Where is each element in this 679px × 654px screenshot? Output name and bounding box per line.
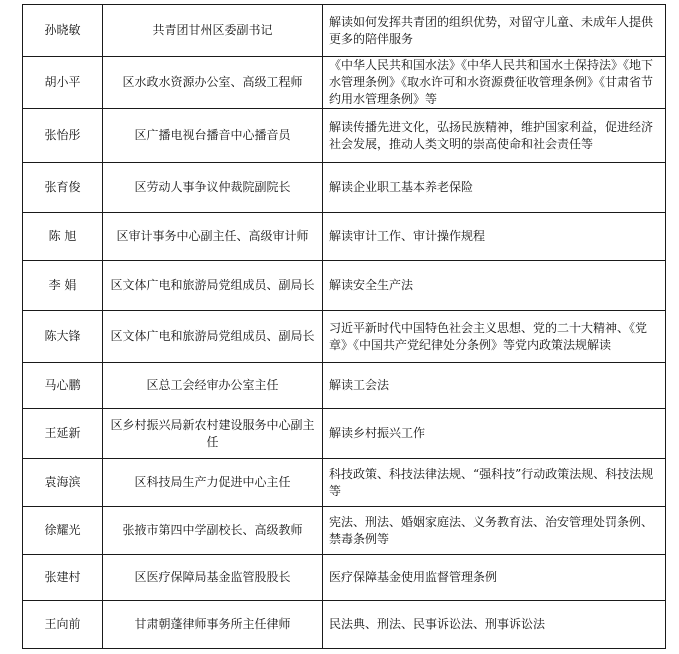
speaker-name-cell: 王向前: [23, 601, 103, 649]
lecture-topic-cell: 解读乡村振兴工作: [323, 409, 666, 459]
lecture-topic-cell: 解读工会法: [323, 363, 666, 409]
table-row: [23, 507, 666, 555]
lecture-topic-cell: 民法典、刑法、民事诉讼法、刑事诉讼法: [323, 601, 666, 649]
speaker-name-cell: 李 娟: [23, 261, 103, 311]
speaker-name-cell: 张建村: [23, 555, 103, 601]
lecture-topic-cell: 《中华人民共和国水法》《中华人民共和国水土保持法》《地下水管理条例》《取水许可和水资源费征收管理条例》《甘肃省节约用水管理条例》等: [323, 57, 666, 109]
lecture-topic-cell: 解读安全生产法: [323, 261, 666, 311]
table-row: [23, 5, 666, 57]
speaker-title-cell: 区医疗保障局基金监管股股长: [103, 555, 323, 601]
lecture-topic-cell: 习近平新时代中国特色社会主义思想、党的二十大精神、《党章》《中国共产党纪律处分条例》等党内政策法规解读: [323, 311, 666, 363]
table-row: [23, 363, 666, 409]
table-row: [23, 601, 666, 649]
table-row: [23, 213, 666, 261]
speaker-title-cell: 张掖市第四中学副校长、高级教师: [103, 507, 323, 555]
table-row: [23, 555, 666, 601]
lecture-topic-cell: 解读如何发挥共青团的组织优势，对留守儿童、未成年人提供更多的陪伴服务: [323, 5, 666, 57]
roster-body: [23, 5, 666, 649]
speaker-name-cell: 张育俊: [23, 163, 103, 213]
lecture-topic-cell: 解读企业职工基本养老保险: [323, 163, 666, 213]
lecture-topic-cell: 宪法、刑法、婚姻家庭法、义务教育法、治安管理处罚条例、禁毒条例等: [323, 507, 666, 555]
table-row: [23, 109, 666, 163]
table-row: [23, 459, 666, 507]
table-row: [23, 261, 666, 311]
speaker-title-cell: 区文体广电和旅游局党组成员、副局长: [103, 261, 323, 311]
speaker-title-cell: 区科技局生产力促进中心主任: [103, 459, 323, 507]
speaker-title-cell: 区广播电视台播音中心播音员: [103, 109, 323, 163]
speaker-title-cell: 区审计事务中心副主任、高级审计师: [103, 213, 323, 261]
speaker-title-cell: 区总工会经审办公室主任: [103, 363, 323, 409]
speaker-title-cell: 区水政水资源办公室、高级工程师: [103, 57, 323, 109]
speaker-title-cell: 区文体广电和旅游局党组成员、副局长: [103, 311, 323, 363]
speaker-name-cell: 马心鹏: [23, 363, 103, 409]
speaker-title-cell: 共青团甘州区委副书记: [103, 5, 323, 57]
table-row: [23, 409, 666, 459]
speaker-title-cell: 区乡村振兴局新农村建设服务中心副主任: [103, 409, 323, 459]
speaker-name-cell: 胡小平: [23, 57, 103, 109]
table-row: [23, 311, 666, 363]
speaker-roster-table: [22, 4, 666, 649]
table-row: [23, 57, 666, 109]
speaker-title-cell: 甘肃朝蓬律师事务所主任律师: [103, 601, 323, 649]
table-row: [23, 163, 666, 213]
lecture-topic-cell: 解读传播先进文化，弘扬民族精神，维护国家利益，促进经济社会发展，推动人类文明的崇高使命和社会责任等: [323, 109, 666, 163]
speaker-name-cell: 陈 旭: [23, 213, 103, 261]
lecture-topic-cell: 解读审计工作、审计操作规程: [323, 213, 666, 261]
speaker-name-cell: 徐耀光: [23, 507, 103, 555]
lecture-topic-cell: 科技政策、科技法律法规、“强科技”行动政策法规、科技法规等: [323, 459, 666, 507]
lecture-topic-cell: 医疗保障基金使用监督管理条例: [323, 555, 666, 601]
speaker-name-cell: 张怡彤: [23, 109, 103, 163]
speaker-name-cell: 袁海滨: [23, 459, 103, 507]
speaker-name-cell: 孙晓敏: [23, 5, 103, 57]
speaker-name-cell: 王延新: [23, 409, 103, 459]
speaker-title-cell: 区劳动人事争议仲裁院副院长: [103, 163, 323, 213]
speaker-name-cell: 陈大锋: [23, 311, 103, 363]
